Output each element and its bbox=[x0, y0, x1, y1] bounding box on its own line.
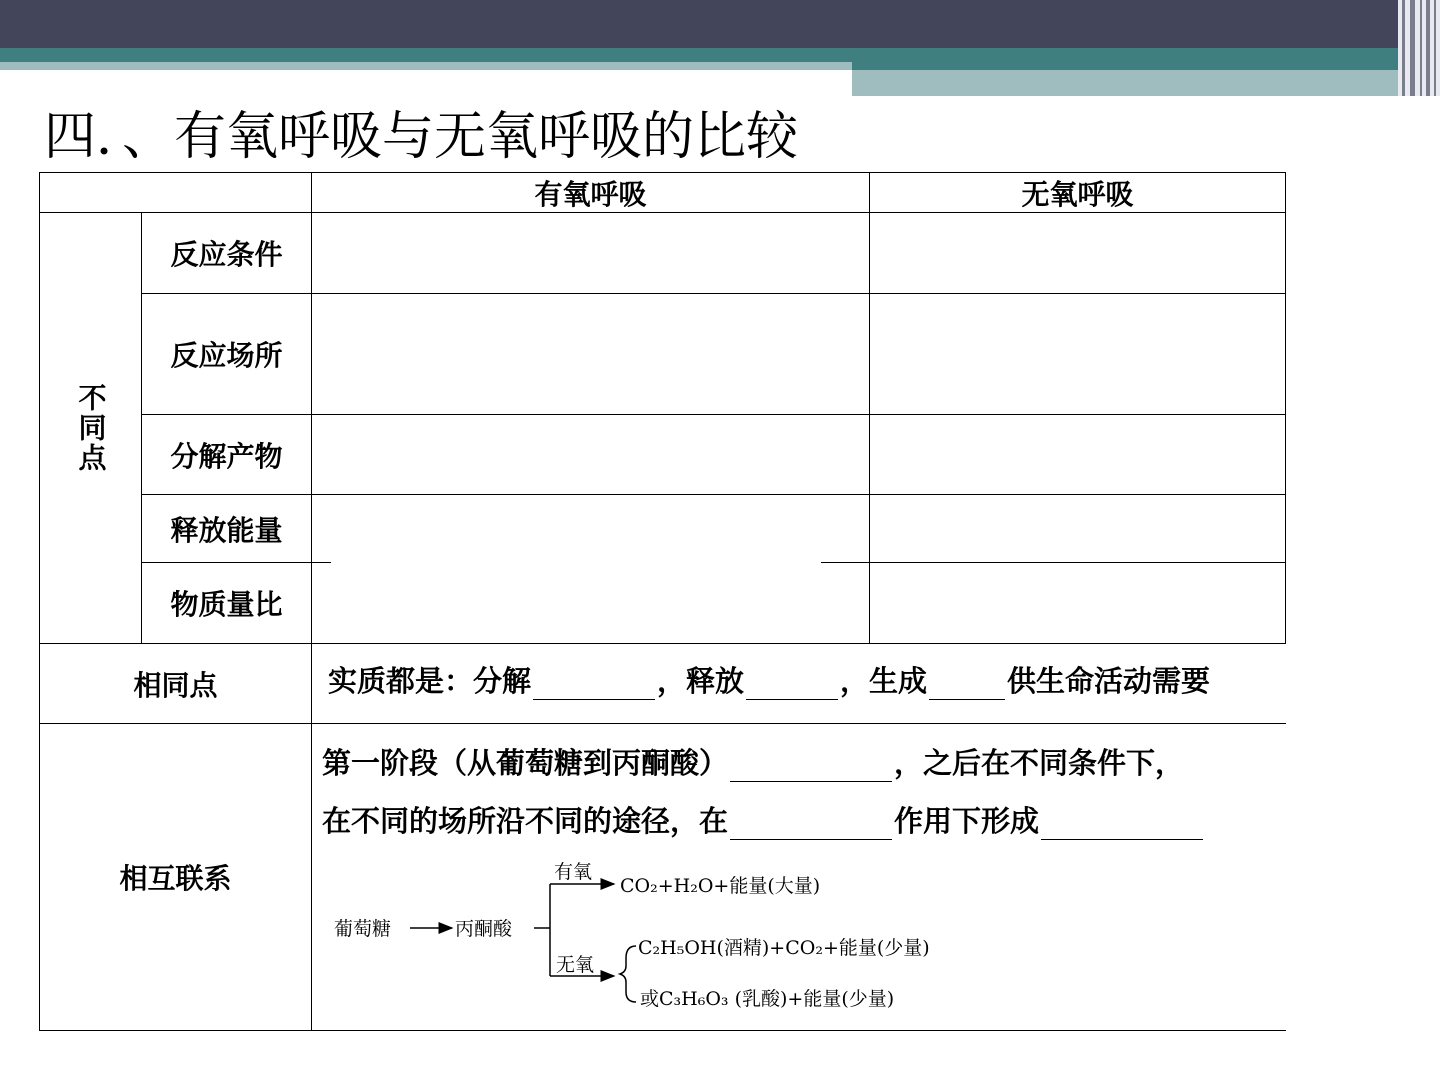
aerobic-product: CO₂+H₂O+能量(大量) bbox=[620, 875, 821, 897]
header-bar-dark bbox=[0, 0, 1400, 48]
blank-enzyme bbox=[730, 811, 892, 840]
slide-title: 四．、有氧呼吸与无氧呼吸的比较 bbox=[44, 107, 799, 167]
anaerobic-branch-label: 无氧 bbox=[556, 954, 595, 976]
glucose-label: 葡萄糖 bbox=[334, 918, 392, 940]
col-header-anaerobic: 无氧呼吸 bbox=[1021, 177, 1134, 211]
header-bar-light-left bbox=[0, 62, 852, 70]
header-stripes bbox=[1398, 0, 1440, 96]
anaerobic-product-alcohol: C₂H₅OH(酒精)+CO₂+能量(少量) bbox=[638, 937, 930, 959]
pyruvate-label: 丙酮酸 bbox=[455, 918, 513, 940]
relation-line-2: 在不同的场所沿不同的途径，在 作用下形成 bbox=[322, 804, 1205, 840]
anaerobic-product-lactate: 或C₃H₆O₃ (乳酸)+能量(少量) bbox=[640, 988, 895, 1010]
blank-stage-one bbox=[730, 753, 892, 782]
row-label-energy: 释放能量 bbox=[170, 513, 283, 547]
row-label-ratio: 物质量比 bbox=[170, 588, 283, 621]
similarity-text: 实质都是：分解 ，释放 ，生成 供生命活动需要 bbox=[328, 664, 1211, 698]
row-label-similarity: 相同点 bbox=[133, 668, 218, 702]
row-label-relation: 相互联系 bbox=[119, 862, 232, 895]
blank-substance bbox=[533, 671, 655, 700]
group-label-differences: 不同点 bbox=[74, 383, 108, 473]
aerobic-branch-label: 有氧 bbox=[554, 861, 593, 883]
blank-energy bbox=[746, 671, 838, 700]
row-label-condition: 反应条件 bbox=[170, 238, 283, 271]
col-header-aerobic: 有氧呼吸 bbox=[534, 177, 647, 211]
header-bar-light-right bbox=[852, 70, 1400, 96]
relation-line-1: 第一阶段（从葡萄糖到丙酮酸） ，之后在不同条件下， bbox=[322, 746, 1185, 780]
row-label-products: 分解产物 bbox=[170, 439, 283, 473]
blank-product bbox=[929, 671, 1005, 700]
blank-final bbox=[1041, 811, 1203, 840]
row-label-location: 反应场所 bbox=[170, 339, 283, 372]
